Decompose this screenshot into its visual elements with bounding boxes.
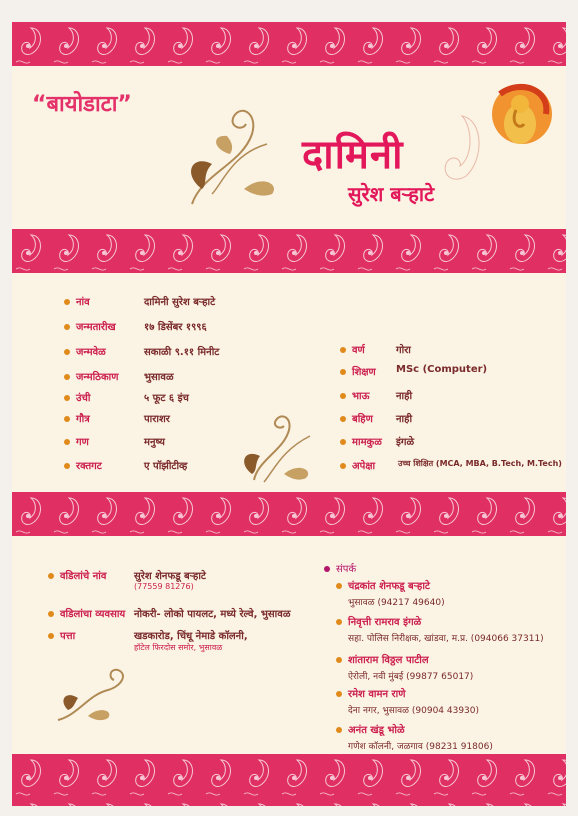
contact-name: निवृत्ती रामराव इंगळे bbox=[348, 617, 422, 628]
contact-item bbox=[336, 614, 544, 644]
personal-row bbox=[340, 388, 413, 402]
candidate-first-name: दामिनी bbox=[302, 132, 404, 178]
contact-detail: सहा. पोलिस निरीक्षक, खांडवा, म.प्र. (094066 37311) bbox=[348, 634, 544, 644]
contact-name: रमेश वामन राणे bbox=[348, 689, 406, 700]
family-row bbox=[48, 628, 248, 652]
bullet-icon bbox=[64, 463, 70, 469]
contact-heading-label: संपर्क bbox=[336, 564, 357, 575]
paisley-outline-icon bbox=[432, 110, 492, 190]
contact-detail: ऐरोली, नवी मुंबई (99877 65017) bbox=[348, 672, 474, 682]
field-label: मामकुळ bbox=[352, 437, 382, 448]
field-value: खडकारोड, चिंधू नेमाडे कॉलनी, bbox=[134, 631, 248, 642]
bullet-icon bbox=[340, 393, 346, 399]
personal-row bbox=[64, 411, 170, 425]
bullet-icon bbox=[64, 349, 70, 355]
bullet-icon bbox=[336, 691, 342, 697]
personal-row bbox=[340, 458, 562, 472]
personal-row bbox=[64, 390, 189, 404]
contact-item bbox=[336, 578, 445, 608]
paisley-band-top bbox=[12, 22, 566, 66]
personal-row bbox=[64, 344, 220, 358]
contact-item bbox=[336, 722, 493, 752]
biodata-card bbox=[12, 22, 566, 806]
contact-name: चंद्रकांत शेनफडू बऱ्हाटे bbox=[348, 581, 430, 592]
field-value: MSc (Computer) bbox=[396, 364, 488, 375]
bullet-icon bbox=[64, 374, 70, 380]
field-value: नाही bbox=[396, 391, 413, 402]
paisley-band-2 bbox=[12, 229, 566, 273]
contact-heading bbox=[324, 561, 356, 575]
field-value-line2: हॉटेल फिरदोस समोर, भुसावळ bbox=[134, 643, 223, 652]
paisley-pattern-icon bbox=[12, 229, 566, 273]
field-label: जन्मवेळ bbox=[76, 347, 106, 358]
field-label: भाऊ bbox=[352, 391, 370, 402]
field-label: जन्मठिकाण bbox=[76, 372, 119, 383]
field-value: नाही bbox=[396, 414, 413, 425]
candidate-surname: सुरेश बऱ्हाटे bbox=[348, 182, 435, 206]
personal-row bbox=[64, 369, 174, 383]
contact-name: शांताराम विठ्ठल पाटील bbox=[348, 655, 429, 666]
field-value: भुसावळ bbox=[144, 372, 174, 383]
family-row bbox=[48, 606, 291, 620]
contact-item bbox=[336, 686, 479, 716]
contact-item bbox=[336, 652, 473, 682]
bullet-icon bbox=[48, 573, 54, 579]
paisley-pattern-icon bbox=[12, 492, 566, 536]
field-label: नांव bbox=[76, 297, 90, 308]
field-label: उंची bbox=[76, 393, 91, 404]
contact-name: अनंत खंडू भोळे bbox=[348, 725, 405, 736]
field-label: अपेक्षा bbox=[352, 461, 376, 472]
field-value: उच्च शिक्षित (MCA, MBA, B.Tech, M.Tech) bbox=[398, 459, 562, 468]
ganesha-om-emblem-icon bbox=[480, 74, 560, 154]
personal-row bbox=[340, 342, 411, 356]
paisley-pattern-icon bbox=[12, 22, 566, 66]
field-value: दामिनी सुरेश बऱ्हाटे bbox=[144, 297, 216, 308]
field-label: बहिण bbox=[352, 414, 373, 425]
bullet-icon bbox=[64, 395, 70, 401]
personal-row bbox=[340, 364, 488, 378]
field-label: वडिलांचा व्यवसाय bbox=[60, 609, 126, 620]
personal-row bbox=[64, 434, 165, 448]
personal-row bbox=[340, 434, 415, 448]
paisley-band-bottom bbox=[12, 754, 566, 806]
contact-detail: भुसावळ (94217 49640) bbox=[348, 598, 445, 608]
bullet-icon bbox=[340, 463, 346, 469]
personal-row bbox=[64, 319, 207, 333]
floral-swirl-ornament-icon bbox=[172, 94, 282, 214]
bullet-icon bbox=[340, 347, 346, 353]
bullet-icon bbox=[336, 619, 342, 625]
bullet-icon bbox=[336, 583, 342, 589]
field-value: ए पॉझीटीव्ह bbox=[144, 461, 188, 472]
field-value: पाराशर bbox=[144, 414, 170, 425]
personal-row bbox=[340, 411, 413, 425]
field-value: मनुष्य bbox=[144, 437, 165, 448]
bullet-icon bbox=[340, 416, 346, 422]
bullet-icon bbox=[48, 611, 54, 617]
field-label: रक्तगट bbox=[76, 461, 102, 472]
field-value: सकाळी ९.११ मिनीट bbox=[144, 347, 220, 358]
field-value-line2: (77559 81276) bbox=[134, 582, 194, 591]
field-label: जन्मतारीख bbox=[76, 322, 116, 333]
bullet-icon bbox=[64, 324, 70, 330]
field-label: वडिलांचे नांव bbox=[60, 571, 107, 582]
personal-row bbox=[64, 458, 188, 472]
field-value: गोरा bbox=[396, 345, 411, 356]
field-label: पत्ता bbox=[60, 631, 76, 642]
bullet-icon bbox=[48, 633, 54, 639]
bullet-icon bbox=[340, 369, 346, 375]
bullet-icon bbox=[340, 439, 346, 445]
family-row bbox=[48, 568, 206, 591]
field-value: नोकरी- लोको पायलट, मध्ये रेल्वे, भुसावळ bbox=[134, 609, 291, 620]
floral-swirl-ornament-icon bbox=[234, 400, 324, 490]
contact-detail: देना नगर, भुसावळ (90904 43930) bbox=[348, 706, 480, 716]
field-value: इंगळे bbox=[396, 437, 415, 448]
field-value: सुरेश शेनफडू बऱ्हाटे bbox=[134, 571, 206, 582]
field-value: १७ डिसेंबर १९९६ bbox=[144, 322, 207, 333]
personal-row bbox=[64, 294, 216, 308]
field-value: ५ फूट ६ इंच bbox=[144, 393, 189, 404]
paisley-pattern-icon bbox=[12, 754, 566, 806]
contact-detail: गणेश कॉलनी, जळगाव (98231 91806) bbox=[348, 742, 493, 752]
bullet-icon bbox=[64, 439, 70, 445]
bullet-icon bbox=[336, 727, 342, 733]
floral-swirl-ornament-icon bbox=[48, 660, 138, 730]
bullet-icon bbox=[64, 416, 70, 422]
field-label: गण bbox=[76, 437, 89, 448]
field-label: शिक्षण bbox=[352, 367, 376, 378]
biodata-heading: “बायोडाटा” bbox=[32, 92, 132, 117]
field-label: गौत्र bbox=[76, 414, 90, 425]
bullet-icon bbox=[324, 566, 330, 572]
bullet-icon bbox=[64, 299, 70, 305]
field-label: वर्ण bbox=[352, 345, 365, 356]
paisley-band-3 bbox=[12, 492, 566, 536]
bullet-icon bbox=[336, 657, 342, 663]
